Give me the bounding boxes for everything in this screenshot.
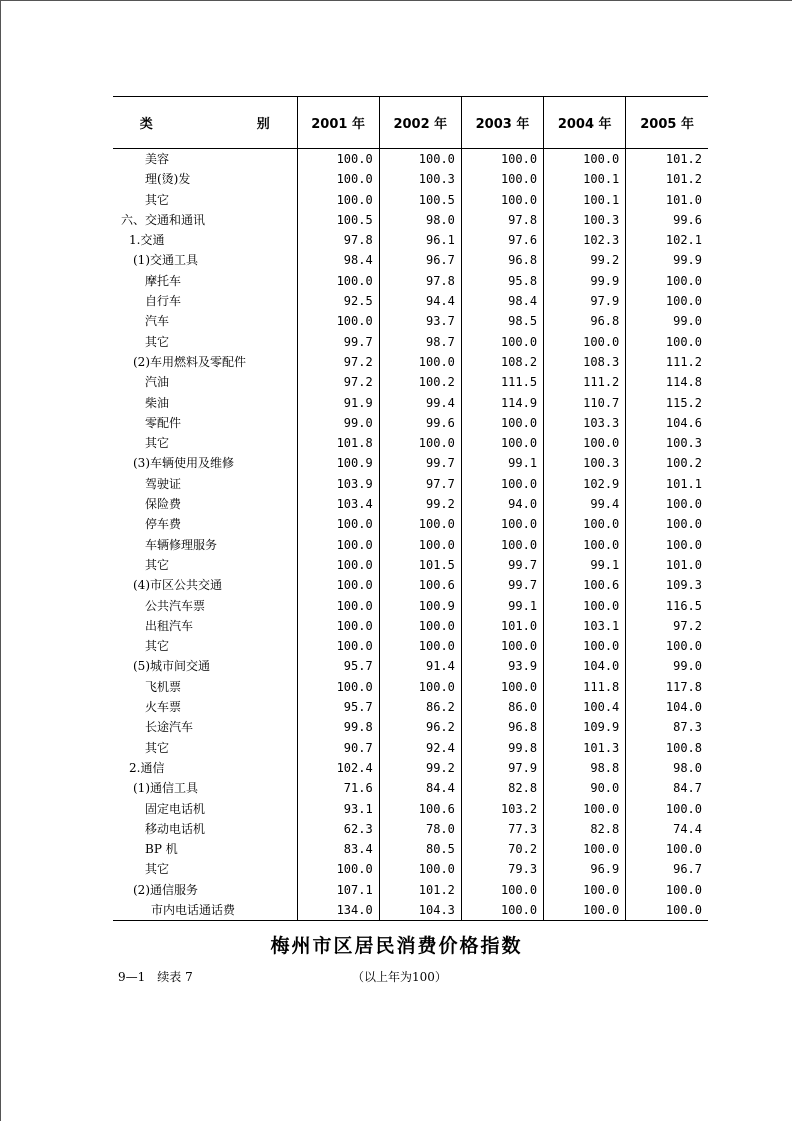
table-row [113, 453, 708, 473]
row-category: (2)通信服务 [133, 882, 198, 897]
cell-value: 83.4 [297, 839, 379, 859]
row-category: 飞机票 [145, 679, 182, 694]
cell-value: 99.0 [626, 311, 708, 331]
cell-value: 100.0 [461, 677, 543, 697]
cell-value: 70.2 [461, 839, 543, 859]
table-row [113, 677, 708, 697]
cell-value: 100.5 [297, 210, 379, 230]
cell-value: 100.0 [461, 900, 543, 921]
cell-value: 103.2 [461, 799, 543, 819]
cell-value: 94.4 [379, 291, 461, 311]
cell-value: 111.2 [626, 352, 708, 372]
cell-value: 100.0 [297, 311, 379, 331]
cell-value: 98.7 [379, 332, 461, 352]
table-row [113, 474, 708, 494]
cell-value: 100.5 [379, 190, 461, 210]
table-row [113, 210, 708, 230]
row-category: 其它 [145, 334, 170, 349]
cell-value: 109.3 [626, 575, 708, 595]
cell-value: 98.0 [626, 758, 708, 778]
cell-value: 95.7 [297, 656, 379, 676]
table-row [113, 413, 708, 433]
cell-value: 100.0 [379, 677, 461, 697]
cell-value: 117.8 [626, 677, 708, 697]
cell-value: 99.2 [544, 250, 626, 270]
cell-value: 102.9 [544, 474, 626, 494]
cell-value: 98.5 [461, 311, 543, 331]
table-row [113, 372, 708, 392]
cell-value: 100.0 [297, 596, 379, 616]
cell-value: 96.8 [461, 250, 543, 270]
table-row [113, 799, 708, 819]
table-row [113, 839, 708, 859]
table-row [113, 332, 708, 352]
cell-value: 100.0 [379, 433, 461, 453]
row-category: 六、交通和通讯 [121, 212, 206, 227]
row-category: 自行车 [145, 294, 182, 309]
row-category: 驾驶证 [145, 476, 182, 491]
cell-value: 110.7 [544, 393, 626, 413]
cell-value: 93.7 [379, 311, 461, 331]
cell-value: 74.4 [626, 819, 708, 839]
cell-value: 84.7 [626, 778, 708, 798]
cell-value: 100.1 [544, 169, 626, 189]
cell-value: 100.0 [297, 169, 379, 189]
cell-value: 100.0 [297, 190, 379, 210]
cell-value: 86.2 [379, 697, 461, 717]
row-category: (5)城市间交通 [133, 659, 210, 674]
cell-value: 111.8 [544, 677, 626, 697]
cell-value: 100.3 [544, 210, 626, 230]
cell-value: 100.0 [544, 839, 626, 859]
row-category: 车辆修理服务 [145, 537, 218, 552]
cell-value: 100.0 [626, 799, 708, 819]
cell-value: 100.0 [461, 514, 543, 534]
cell-value: 134.0 [297, 900, 379, 921]
cell-value: 99.7 [379, 453, 461, 473]
cell-value: 103.9 [297, 474, 379, 494]
cell-value: 99.0 [626, 656, 708, 676]
header-2004: 2004 年 [544, 97, 626, 149]
row-category: 其它 [145, 436, 170, 451]
row-category: (1)交通工具 [133, 253, 198, 268]
row-category: 保险费 [145, 497, 182, 512]
cell-value: 100.0 [297, 555, 379, 575]
table-body [113, 149, 708, 921]
cell-value: 97.2 [297, 352, 379, 372]
row-category: 公共汽车票 [145, 598, 206, 613]
table-row [113, 900, 708, 921]
cell-value: 100.0 [544, 880, 626, 900]
cell-value: 99.7 [461, 555, 543, 575]
cell-value: 100.8 [626, 738, 708, 758]
table-row [113, 697, 708, 717]
cell-value: 100.3 [379, 169, 461, 189]
row-category: 长途汽车 [145, 720, 194, 735]
page-title: 梅州市区居民消费价格指数 [270, 935, 523, 957]
cell-value: 97.7 [379, 474, 461, 494]
cell-value: 97.8 [461, 210, 543, 230]
row-category: 其它 [145, 639, 170, 654]
cell-value: 111.2 [544, 372, 626, 392]
cell-value: 104.0 [626, 697, 708, 717]
row-category: 柴油 [145, 395, 170, 410]
cell-value: 87.3 [626, 717, 708, 737]
cell-value: 77.3 [461, 819, 543, 839]
table-row [113, 575, 708, 595]
cell-value: 100.0 [544, 433, 626, 453]
cell-value: 100.0 [626, 839, 708, 859]
cell-value: 101.3 [544, 738, 626, 758]
row-category: 理(烫)发 [145, 172, 191, 187]
table-row [113, 271, 708, 291]
table-row [113, 169, 708, 189]
cell-value: 100.4 [544, 697, 626, 717]
cell-value: 103.1 [544, 616, 626, 636]
table-row [113, 190, 708, 210]
table-row [113, 880, 708, 900]
cell-value: 103.3 [544, 413, 626, 433]
cell-value: 100.0 [626, 332, 708, 352]
cell-value: 101.1 [626, 474, 708, 494]
cell-value: 100.0 [544, 636, 626, 656]
cell-value: 84.4 [379, 778, 461, 798]
cell-value: 100.0 [461, 880, 543, 900]
row-category: 市内电话通话费 [113, 900, 297, 921]
cell-value: 100.0 [626, 271, 708, 291]
table-row [113, 555, 708, 575]
cell-value: 102.1 [626, 230, 708, 250]
cell-value: 100.0 [544, 900, 626, 921]
cell-value: 102.3 [544, 230, 626, 250]
table-row [113, 596, 708, 616]
cell-value: 100.0 [297, 636, 379, 656]
cell-value: 101.5 [379, 555, 461, 575]
cell-value: 101.2 [379, 880, 461, 900]
cell-value: 100.0 [461, 190, 543, 210]
cell-value: 104.3 [379, 900, 461, 921]
cell-value: 101.0 [461, 616, 543, 636]
cell-value: 100.9 [379, 596, 461, 616]
row-category: 汽油 [145, 375, 170, 390]
cell-value: 90.7 [297, 738, 379, 758]
cell-value: 101.2 [626, 169, 708, 189]
header-category: 类 别 [113, 97, 297, 149]
cell-value: 93.9 [461, 656, 543, 676]
cell-value: 100.3 [544, 453, 626, 473]
cell-value: 100.0 [544, 535, 626, 555]
cell-value: 82.8 [544, 819, 626, 839]
cell-value: 102.4 [297, 758, 379, 778]
cell-value: 111.5 [461, 372, 543, 392]
table-row [113, 778, 708, 798]
table-row [113, 393, 708, 413]
cell-value: 80.5 [379, 839, 461, 859]
header-2002: 2002 年 [379, 97, 461, 149]
cell-value: 99.7 [297, 332, 379, 352]
table-row [113, 859, 708, 879]
cell-value: 101.0 [626, 555, 708, 575]
row-category: 美容 [145, 152, 170, 166]
table-row [113, 352, 708, 372]
cell-value: 107.1 [297, 880, 379, 900]
cell-value: 100.0 [297, 535, 379, 555]
cell-value: 100.0 [626, 900, 708, 921]
cell-value: 100.0 [544, 799, 626, 819]
cell-value: 114.8 [626, 372, 708, 392]
cell-value: 100.3 [626, 433, 708, 453]
cell-value: 100.0 [544, 596, 626, 616]
cell-value: 115.2 [626, 393, 708, 413]
row-category: 固定电话机 [145, 801, 206, 816]
header-2003: 2003 年 [461, 97, 543, 149]
cell-value: 100.0 [379, 514, 461, 534]
cell-value: 100.0 [461, 332, 543, 352]
cell-value: 100.0 [461, 636, 543, 656]
cell-value: 99.6 [379, 413, 461, 433]
cell-value: 100.1 [544, 190, 626, 210]
header-2005: 2005 年 [626, 97, 708, 149]
cell-value: 99.4 [544, 494, 626, 514]
cell-value: 98.0 [379, 210, 461, 230]
cell-value: 99.8 [297, 717, 379, 737]
row-category: 火车票 [145, 700, 182, 715]
cell-value: 116.5 [626, 596, 708, 616]
cell-value: 100.0 [379, 535, 461, 555]
cell-value: 71.6 [297, 778, 379, 798]
cell-value: 97.8 [297, 230, 379, 250]
cell-value: 99.9 [544, 271, 626, 291]
cell-value: 100.6 [544, 575, 626, 595]
cell-value: 101.2 [626, 149, 708, 170]
table-row [113, 656, 708, 676]
table-row [113, 514, 708, 534]
row-category: (2)车用燃料及零配件 [133, 354, 246, 369]
cell-value: 96.7 [626, 859, 708, 879]
table-row [113, 494, 708, 514]
cell-value: 95.8 [461, 271, 543, 291]
row-category: 停车费 [145, 517, 182, 532]
cell-value: 100.9 [297, 453, 379, 473]
cell-value: 99.1 [544, 555, 626, 575]
table-row [113, 717, 708, 737]
header-2001: 2001 年 [297, 97, 379, 149]
table-row [113, 758, 708, 778]
cell-value: 97.8 [379, 271, 461, 291]
cell-value: 94.0 [461, 494, 543, 514]
cell-value: 82.8 [461, 778, 543, 798]
cell-value: 108.3 [544, 352, 626, 372]
cell-value: 100.0 [379, 616, 461, 636]
cell-value: 97.9 [544, 291, 626, 311]
cell-value: 100.0 [297, 616, 379, 636]
cell-value: 100.0 [379, 149, 461, 170]
cell-value: 99.0 [297, 413, 379, 433]
row-category: 其它 [145, 740, 170, 755]
cell-value: 90.0 [544, 778, 626, 798]
cell-value: 96.7 [379, 250, 461, 270]
row-category: 移动电话机 [145, 821, 206, 836]
cell-value: 99.2 [379, 494, 461, 514]
base-note: （以上年为100） [352, 970, 447, 984]
cell-value: 100.0 [297, 859, 379, 879]
cell-value: 96.1 [379, 230, 461, 250]
row-category: 其它 [145, 557, 170, 572]
table-row [113, 636, 708, 656]
table-row [113, 535, 708, 555]
cell-value: 103.4 [297, 494, 379, 514]
row-category: (1)通信工具 [133, 781, 198, 796]
cell-value: 100.0 [297, 575, 379, 595]
cell-value: 100.0 [297, 514, 379, 534]
row-category: 汽车 [145, 314, 170, 329]
cell-value: 108.2 [461, 352, 543, 372]
cell-value: 100.0 [297, 149, 379, 170]
cell-value: 99.6 [626, 210, 708, 230]
cell-value: 97.2 [297, 372, 379, 392]
cell-value: 99.1 [461, 596, 543, 616]
table-row [113, 738, 708, 758]
cell-value: 78.0 [379, 819, 461, 839]
table-header [113, 97, 708, 149]
cell-value: 99.4 [379, 393, 461, 413]
cell-value: 93.1 [297, 799, 379, 819]
cell-value: 91.4 [379, 656, 461, 676]
table-row [113, 311, 708, 331]
table-row [113, 250, 708, 270]
cell-value: 98.4 [461, 291, 543, 311]
cell-value: 100.0 [461, 433, 543, 453]
row-category: 其它 [145, 192, 170, 207]
cell-value: 100.0 [461, 413, 543, 433]
cell-value: 100.0 [626, 291, 708, 311]
cell-value: 100.0 [461, 169, 543, 189]
table-row [113, 433, 708, 453]
cell-value: 104.0 [544, 656, 626, 676]
cell-value: 99.1 [461, 453, 543, 473]
cell-value: 114.9 [461, 393, 543, 413]
cell-value: 95.7 [297, 697, 379, 717]
cell-value: 96.2 [379, 717, 461, 737]
table-row [113, 616, 708, 636]
cell-value: 100.0 [544, 332, 626, 352]
row-category: 其它 [145, 862, 170, 877]
row-category: (4)市区公共交通 [133, 578, 222, 593]
cell-value: 100.2 [379, 372, 461, 392]
row-category: 1.交通 [129, 233, 165, 248]
cell-value: 100.0 [626, 535, 708, 555]
table-row [113, 819, 708, 839]
cell-value: 86.0 [461, 697, 543, 717]
cell-value: 92.4 [379, 738, 461, 758]
cell-value: 100.0 [379, 636, 461, 656]
row-category: BP 机 [145, 842, 178, 857]
cell-value: 100.0 [626, 494, 708, 514]
cell-value: 98.4 [297, 250, 379, 270]
cell-value: 97.2 [626, 616, 708, 636]
cell-value: 97.6 [461, 230, 543, 250]
row-category: 零配件 [145, 415, 182, 430]
cell-value: 99.7 [461, 575, 543, 595]
table-id: 9—1 续表 7 [118, 970, 193, 984]
row-category: 摩托车 [145, 273, 182, 288]
cell-value: 100.0 [461, 149, 543, 170]
cell-value: 96.8 [544, 311, 626, 331]
row-category: (3)车辆使用及维修 [133, 456, 234, 471]
cell-value: 100.0 [297, 677, 379, 697]
cell-value: 99.9 [626, 250, 708, 270]
cell-value: 100.0 [626, 514, 708, 534]
price-index-table [113, 96, 708, 921]
cell-value: 91.9 [297, 393, 379, 413]
row-category: 2.通信 [129, 760, 165, 775]
cell-value: 101.8 [297, 433, 379, 453]
table-row [113, 230, 708, 250]
cell-value: 100.2 [626, 453, 708, 473]
cell-value: 100.0 [626, 880, 708, 900]
cell-value: 98.8 [544, 758, 626, 778]
cell-value: 79.3 [461, 859, 543, 879]
cell-value: 104.6 [626, 413, 708, 433]
cell-value: 100.0 [379, 859, 461, 879]
cell-value: 100.0 [626, 636, 708, 656]
table-row [113, 149, 708, 170]
cell-value: 100.0 [461, 535, 543, 555]
cell-value: 100.6 [379, 575, 461, 595]
cell-value: 100.0 [544, 514, 626, 534]
cell-value: 109.9 [544, 717, 626, 737]
cell-value: 100.0 [461, 474, 543, 494]
cell-value: 92.5 [297, 291, 379, 311]
cell-value: 96.8 [461, 717, 543, 737]
cell-value: 99.8 [461, 738, 543, 758]
table-row [113, 291, 708, 311]
cell-value: 62.3 [297, 819, 379, 839]
cell-value: 96.9 [544, 859, 626, 879]
cell-value: 100.0 [544, 149, 626, 170]
cell-value: 100.0 [297, 271, 379, 291]
cell-value: 100.6 [379, 799, 461, 819]
cell-value: 99.2 [379, 758, 461, 778]
cell-value: 101.0 [626, 190, 708, 210]
cell-value: 97.9 [461, 758, 543, 778]
cell-value: 100.0 [379, 352, 461, 372]
row-category: 出租汽车 [145, 618, 194, 633]
